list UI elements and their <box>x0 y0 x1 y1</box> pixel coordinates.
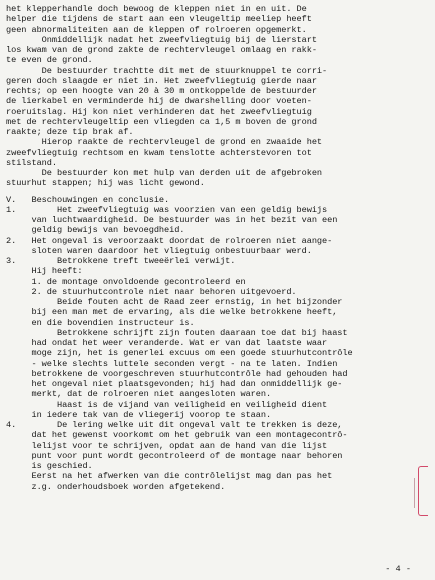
text-line: en die bovendien instructeur is. <box>6 317 195 328</box>
text-line: dat het gewenst voorkomt om het gebruik van een montagecontrô- <box>6 430 348 441</box>
text-line: 1. de montage onvoldoende gecontroleerd en <box>6 276 246 287</box>
text-line: van luchtwaardigheid. De bestuurder was in het bezit van een <box>6 215 338 225</box>
text-line: punt voor punt wordt gecontroleerd of de montage naar behoren <box>6 450 343 461</box>
text-line: had ondat het weer veranderde. Wat er van dat laatste waar <box>6 338 328 348</box>
text-line: de lierkabel en verminderde hij de dwarshelling door voeten- <box>6 96 312 107</box>
text-line: helper die tijdens de start aan een vleugeltip meeliep heeft <box>6 14 312 25</box>
text-line: Onmiddellijk nadat het zweefvliegtuig bij de lierstart <box>6 34 317 45</box>
text-line: Betrokkene schrijft zijn fouten daaraan toe dat bij haast <box>6 327 348 338</box>
text-line: bij een man met de ervaring, als die welke betrokkene heeft, <box>6 307 338 318</box>
margin-line <box>414 478 415 508</box>
text-line: Eerst na het afwerken van die contrôlelijst mag dan pas het <box>6 471 333 482</box>
text-line: 4. De lering welke uit dit ongeval valt te trekken is deze, <box>6 420 343 430</box>
text-line: De bestuurder trachtte dit met de stuurknuppel te corri- <box>6 65 328 76</box>
text-line: is geschied. <box>6 461 93 471</box>
text-line: Beide fouten acht de Raad zeer ernstig, in het bijzonder <box>6 297 343 307</box>
text-line: 2. de stuurhutcontrole niet naar behoren uitgevoerd. <box>6 286 297 297</box>
text-line: geren doch slaagde er niet in. Het zweefvliegtuig gierde naar <box>6 75 317 86</box>
margin-bracket-mark <box>418 466 428 516</box>
text-line: lelijst voor te schrijven, opdat aan de hand van die lijst <box>6 440 328 451</box>
text-line: in iedere tak van de vliegerij voorop te staan. <box>6 409 272 420</box>
page-number: - 4 - <box>385 564 411 574</box>
text-line: zweefvliegtuig rechtsom en kwam tenslotte achterstevoren tot <box>6 147 312 158</box>
text-line: raakte; deze tip brak af. <box>6 127 134 137</box>
section-heading: V. Beschouwingen en conclusie. <box>6 194 170 205</box>
text-line: 1. Het zweefvliegtuig was voorzien van een geldig bewijs <box>6 204 328 215</box>
text-line: stilstand. <box>6 157 57 168</box>
text-line: z.g. onderhoudsboek worden afgetekend. <box>6 481 226 492</box>
text-line: geldig bewijs van bevoegdheid. <box>6 225 185 236</box>
text-line: betrokkene de voorgeschreven stuurhutcontrôle had gehouden had <box>6 368 348 379</box>
text-line: Hij heeft: <box>6 266 83 277</box>
text-line: Hierop raakte de rechtervleugel de grond en zwaaide het <box>6 137 323 148</box>
text-line: merkt, dat de rolroeren niet aangesloten waren. <box>6 389 272 400</box>
text-line: 2. Het ongeval is veroorzaakt doordat de rolroeren niet aange- <box>6 235 333 246</box>
text-line: De bestuurder kon met hulp van derden uit de afgebroken <box>6 168 323 178</box>
text-line: roeruitslag. Hij kon niet verhinderen dat het zweefvliegtuig <box>6 106 312 117</box>
text-line: geen abnormaliteiten aan de kleppen of rolroeren opgemerkt. <box>6 24 307 35</box>
text-line: het ongeval niet plaatsgevonden; hij had dan onmiddellijk ge- <box>6 379 343 389</box>
text-line: Haast is de vijand van veiligheid en veiligheid dient <box>6 399 328 410</box>
text-line: 3. Betrokkene treft tweeërlei verwijt. <box>6 256 236 266</box>
text-line: rechts; op een hoogte van 20 à 30 m ontkoppelde de bestuurder <box>6 86 317 96</box>
text-line: met de rechtervleugeltip een vliegden ca 1,5 m boven de grond <box>6 116 317 127</box>
text-line: los kwam van de grond zakte de rechtervleugel omlaag en rakk- <box>6 45 317 55</box>
text-line: te even de grond. <box>6 55 93 66</box>
text-line: het klepperhandle doch bewoog de kleppen niet in en uit. De <box>6 4 307 14</box>
text-line: sloten waren daardoor het vliegtuig onbestuurbaar werd. <box>6 245 312 256</box>
text-line: stuurhut stappen; hij was licht gewond. <box>6 178 205 189</box>
text-line: - welke slechts luttele seconden vergt - na te laten. Indien <box>6 358 338 369</box>
text-line: moge zijn, het is generlei excuus om een goede stuurhutcontrôle <box>6 348 353 359</box>
